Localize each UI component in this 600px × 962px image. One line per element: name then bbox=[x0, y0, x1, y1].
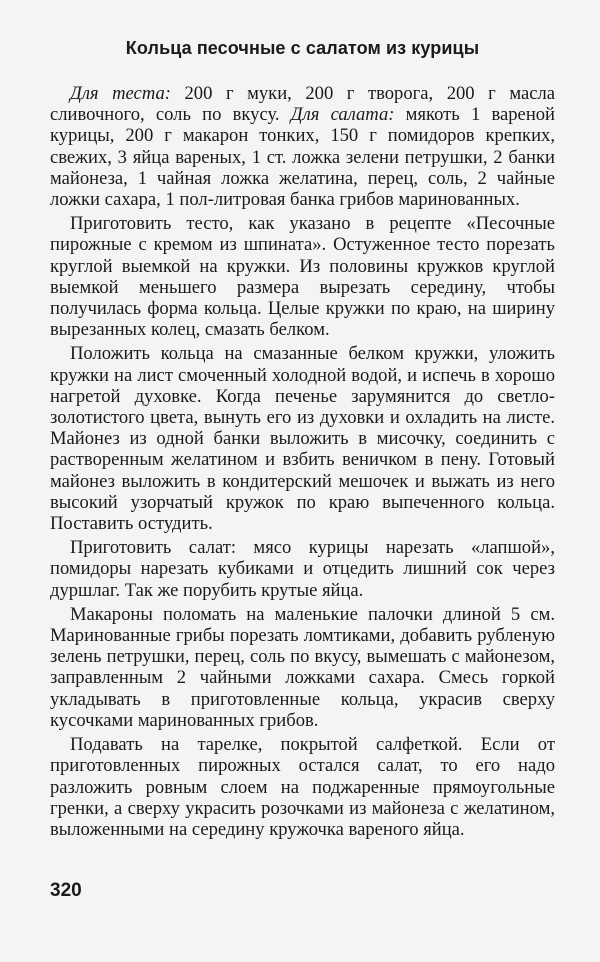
instruction-paragraph-dough: Приготовить тесто, как указано в рецепте «Песочные пирожные с кремом из шпината». Остуженное тесто порезать круглой выемкой на кружки. Из половины кружков круглой выемкой меньшего размера вырезать середину, чтобы получилась форма кольца. Целые кружки по краю, на ширину вырезанных колец, смазать белком. bbox=[50, 213, 555, 341]
instruction-paragraph-serving: Подавать на тарелке, покрытой салфеткой. Если от приготовленных пирожных остался салат, то его надо разложить ровным слоем на поджаренные прямоугольные гренки, а сверху украсить розочками из майонеза с желатином, выложенными на середину кружочка вареного яйца. bbox=[50, 734, 555, 840]
recipe-title: Кольца песочные с салатом из курицы bbox=[125, 38, 480, 58]
dough-ingredients: 200 г муки, 200 г творога, 200 г масла сливочного, соль по вкусу. bbox=[50, 83, 555, 126]
salad-ingredients: мякоть 1 вареной курицы, 200 г макарон тонких, 150 г помидоров крепких, свежих, 3 яйца вареных, 1 ст. ложка зелени петрушки, 2 банки майонеза, 1 чайная ложка желатина, перец, соль, 2 чайные ложки сахара, 1 пол-литровая банка грибов маринованных. bbox=[50, 104, 556, 211]
dough-label: Для теста: bbox=[70, 83, 171, 104]
page-content bbox=[50, 30, 555, 843]
instruction-paragraph-macaroni: Макароны поломать на маленькие палочки длиной 5 см. Маринованные грибы порезать ломтиками, добавить рубленую зелень петрушки, перец, соль по вкусу, вымешать с майонезом, заправленным 2 чайными ложками сахара. Смесь горкой укладывать в приготовленные кольца, украсив сверху кусочками маринованных грибов. bbox=[50, 603, 555, 731]
instruction-paragraph-salad: Приготовить салат: мясо курицы нарезать «лапшой», помидоры нарезать кубиками и отцедить лишний сок через дуршлаг. Так же порубить крутые яйца. bbox=[50, 537, 555, 601]
salad-label: Для салата: bbox=[290, 104, 395, 126]
ingredients-paragraph bbox=[50, 83, 555, 210]
page-number: 320 bbox=[50, 880, 82, 901]
instruction-paragraph-baking: Положить кольца на смазанные белком кружки, уложить кружки на лист смоченный холодной водой, и испечь в хорошо нагретой духовке. Когда печенье зарумянится до светло-золотистого цвета, вынуть его из духовки и охладить на листе. Майонез из одной банки выложить в мисочку, соединить с растворенным желатином и взбить веничком в пену. Готовый майонез выложить в кондитерский мешочек и выжать из него высокий узорчатый кружок по краю выпеченного кольца. Поставить остудить. bbox=[50, 343, 555, 535]
